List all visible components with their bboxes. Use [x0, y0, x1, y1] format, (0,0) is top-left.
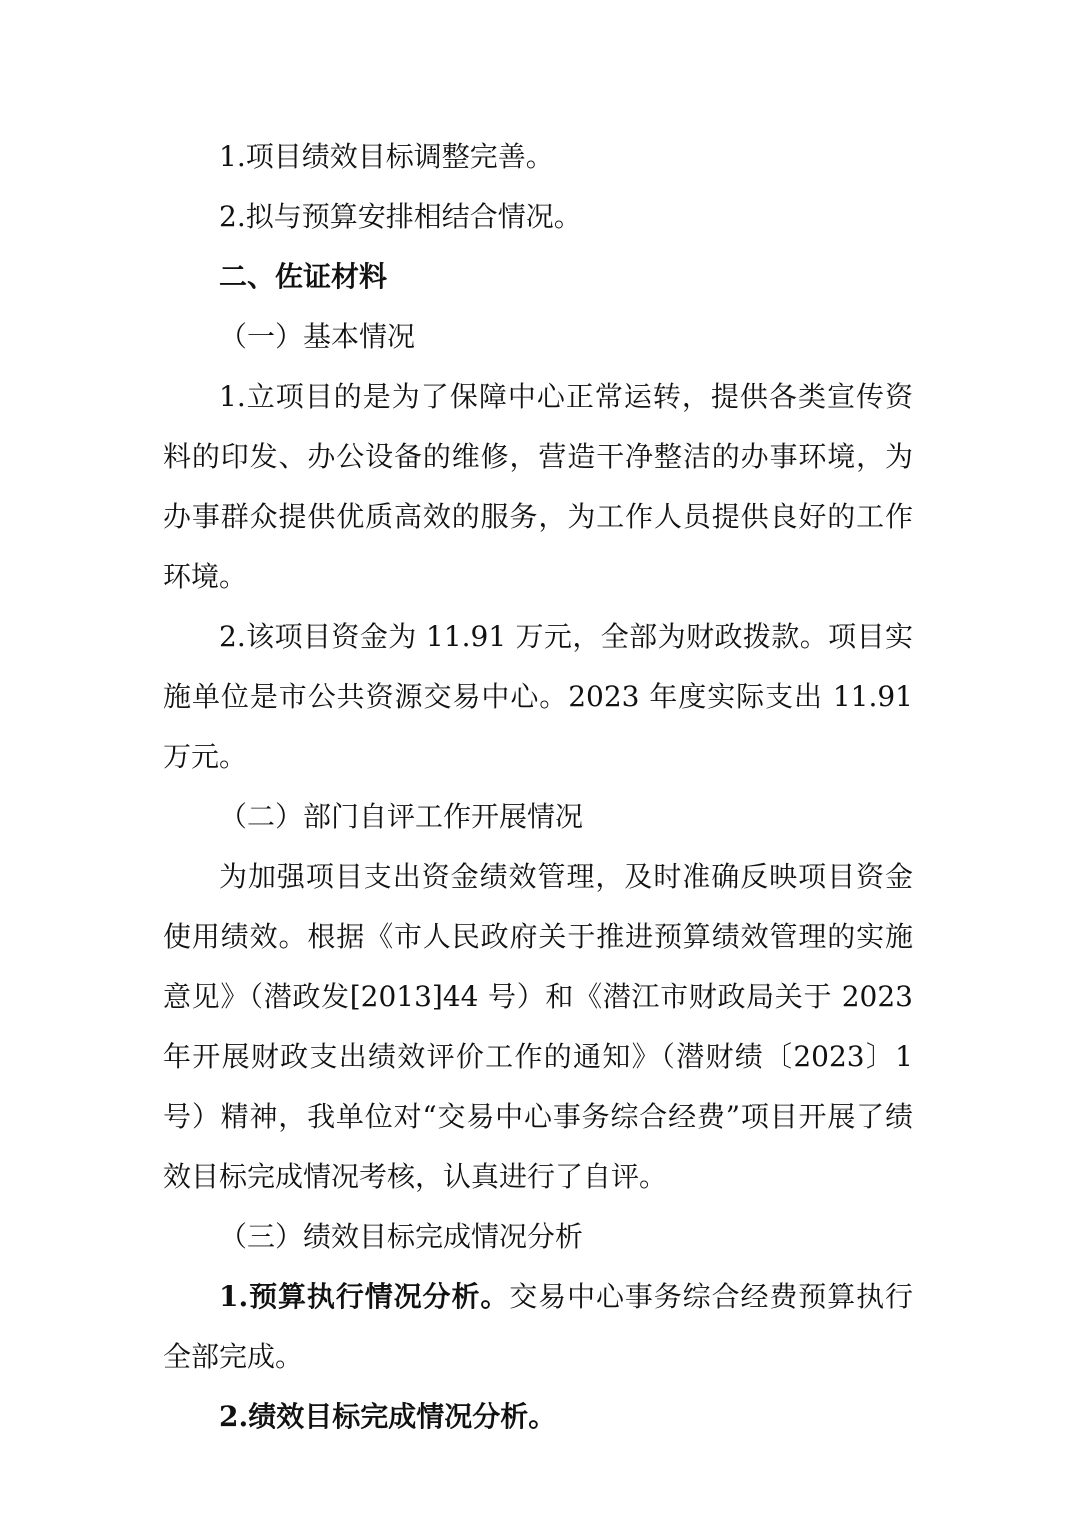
paragraph-project-funding: 2.该项目资金为 11.91 万元，全部为财政拨款。项目实施单位是市公共资源交易中心。2023 年度实际支出 11.91 万元。 — [163, 620, 913, 773]
subheading-basic-info: （一）基本情况 — [219, 320, 416, 353]
budget-execution-title: 1.预算执行情况分析。 — [219, 1280, 510, 1313]
item-budget-combination: 2.拟与预算安排相结合情况。 — [219, 200, 582, 233]
paragraph-self-evaluation: 为加强项目支出资金绩效管理，及时准确反映项目资金使用绩效。根据《市人民政府关于推进预算绩效管理的实施意见》（潜政发[2013]44 号）和《潜江市财政局关于 2023 年开展财政支出绩效评价工作的通知》（潜财绩〔2023〕1 号）精神，我单位对“交易中心事务综合经费”项目开展了绩效目标完成情况考核，认真进行了自评。 — [163, 860, 913, 1193]
budget-execution-text: 交易中心事务综合经费预算执行全部完成。 — [163, 1280, 913, 1373]
subheading-self-evaluation: （二）部门自评工作开展情况 — [219, 800, 584, 833]
paragraph-goal-completion-title: 2.绩效目标完成情况分析。 — [219, 1400, 557, 1433]
section-heading-evidence: 二、佐证材料 — [219, 260, 388, 293]
subheading-performance-analysis: （三）绩效目标完成情况分析 — [219, 1220, 584, 1253]
document-body — [163, 127, 913, 1447]
item-goal-adjustment: 1.项目绩效目标调整完善。 — [219, 140, 554, 173]
paragraph-budget-execution — [163, 1267, 913, 1387]
paragraph-project-purpose: 1.立项目的是为了保障中心正常运转，提供各类宣传资料的印发、办公设备的维修，营造干净整洁的办事环境，为办事群众提供优质高效的服务，为工作人员提供良好的工作环境。 — [163, 380, 913, 593]
